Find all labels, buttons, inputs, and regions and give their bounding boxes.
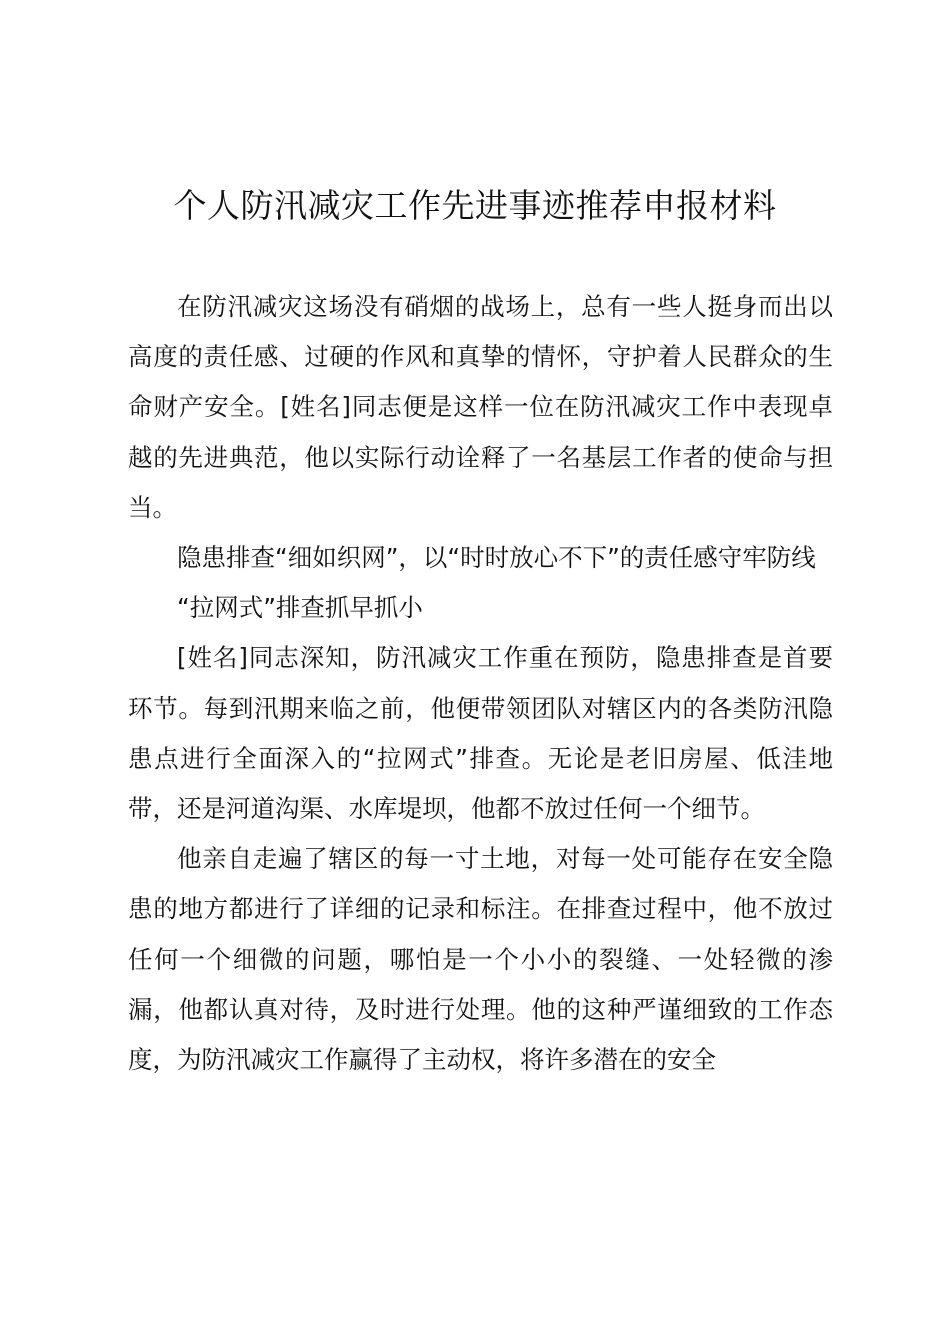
document-body: [128, 282, 833, 1085]
document-title: 个人防汛减灾工作先进事迹推荐申报材料: [173, 186, 777, 225]
paragraph-inspection: 他亲自走遍了辖区的每一寸土地，对每一处可能存在安全隐患的地方都进行了详细的记录和标注。在排查过程中，他不放过任何一个细微的问题，哪怕是一个小小的裂缝、一处轻微的渗漏，他都认真对待，及时进行处理。他的这种严谨细致的工作态度，为防汛减灾工作赢得了主动权，将许多潜在的安全: [128, 844, 833, 1075]
paragraph-prevention: [姓名]同志深知，防汛减灾工作重在预防，隐患排查是首要环节。每到汛期来临之前，他便带领团队对辖区内的各类防汛隐患点进行全面深入的“拉网式”排查。无论是老旧房屋、低洼地带，还是河道沟渠、水库堤坝，他都不放过任何一个细节。: [128, 643, 833, 824]
section-heading: 隐患排查“细如织网”，以“时时放心不下”的责任感守牢防线: [177, 543, 816, 573]
paragraph-intro: 在防汛减灾这场没有硝烟的战场上，总有一些人挺身而出以高度的责任感、过硬的作风和真挚的情怀，守护着人民群众的生命财产安全。[姓名]同志便是这样一位在防汛减灾工作中表现卓越的先进典范，他以实际行动诠释了一名基层工作者的使命与担当。: [128, 292, 833, 522]
subsection-heading: “拉网式”排查抓早抓小: [177, 593, 423, 623]
